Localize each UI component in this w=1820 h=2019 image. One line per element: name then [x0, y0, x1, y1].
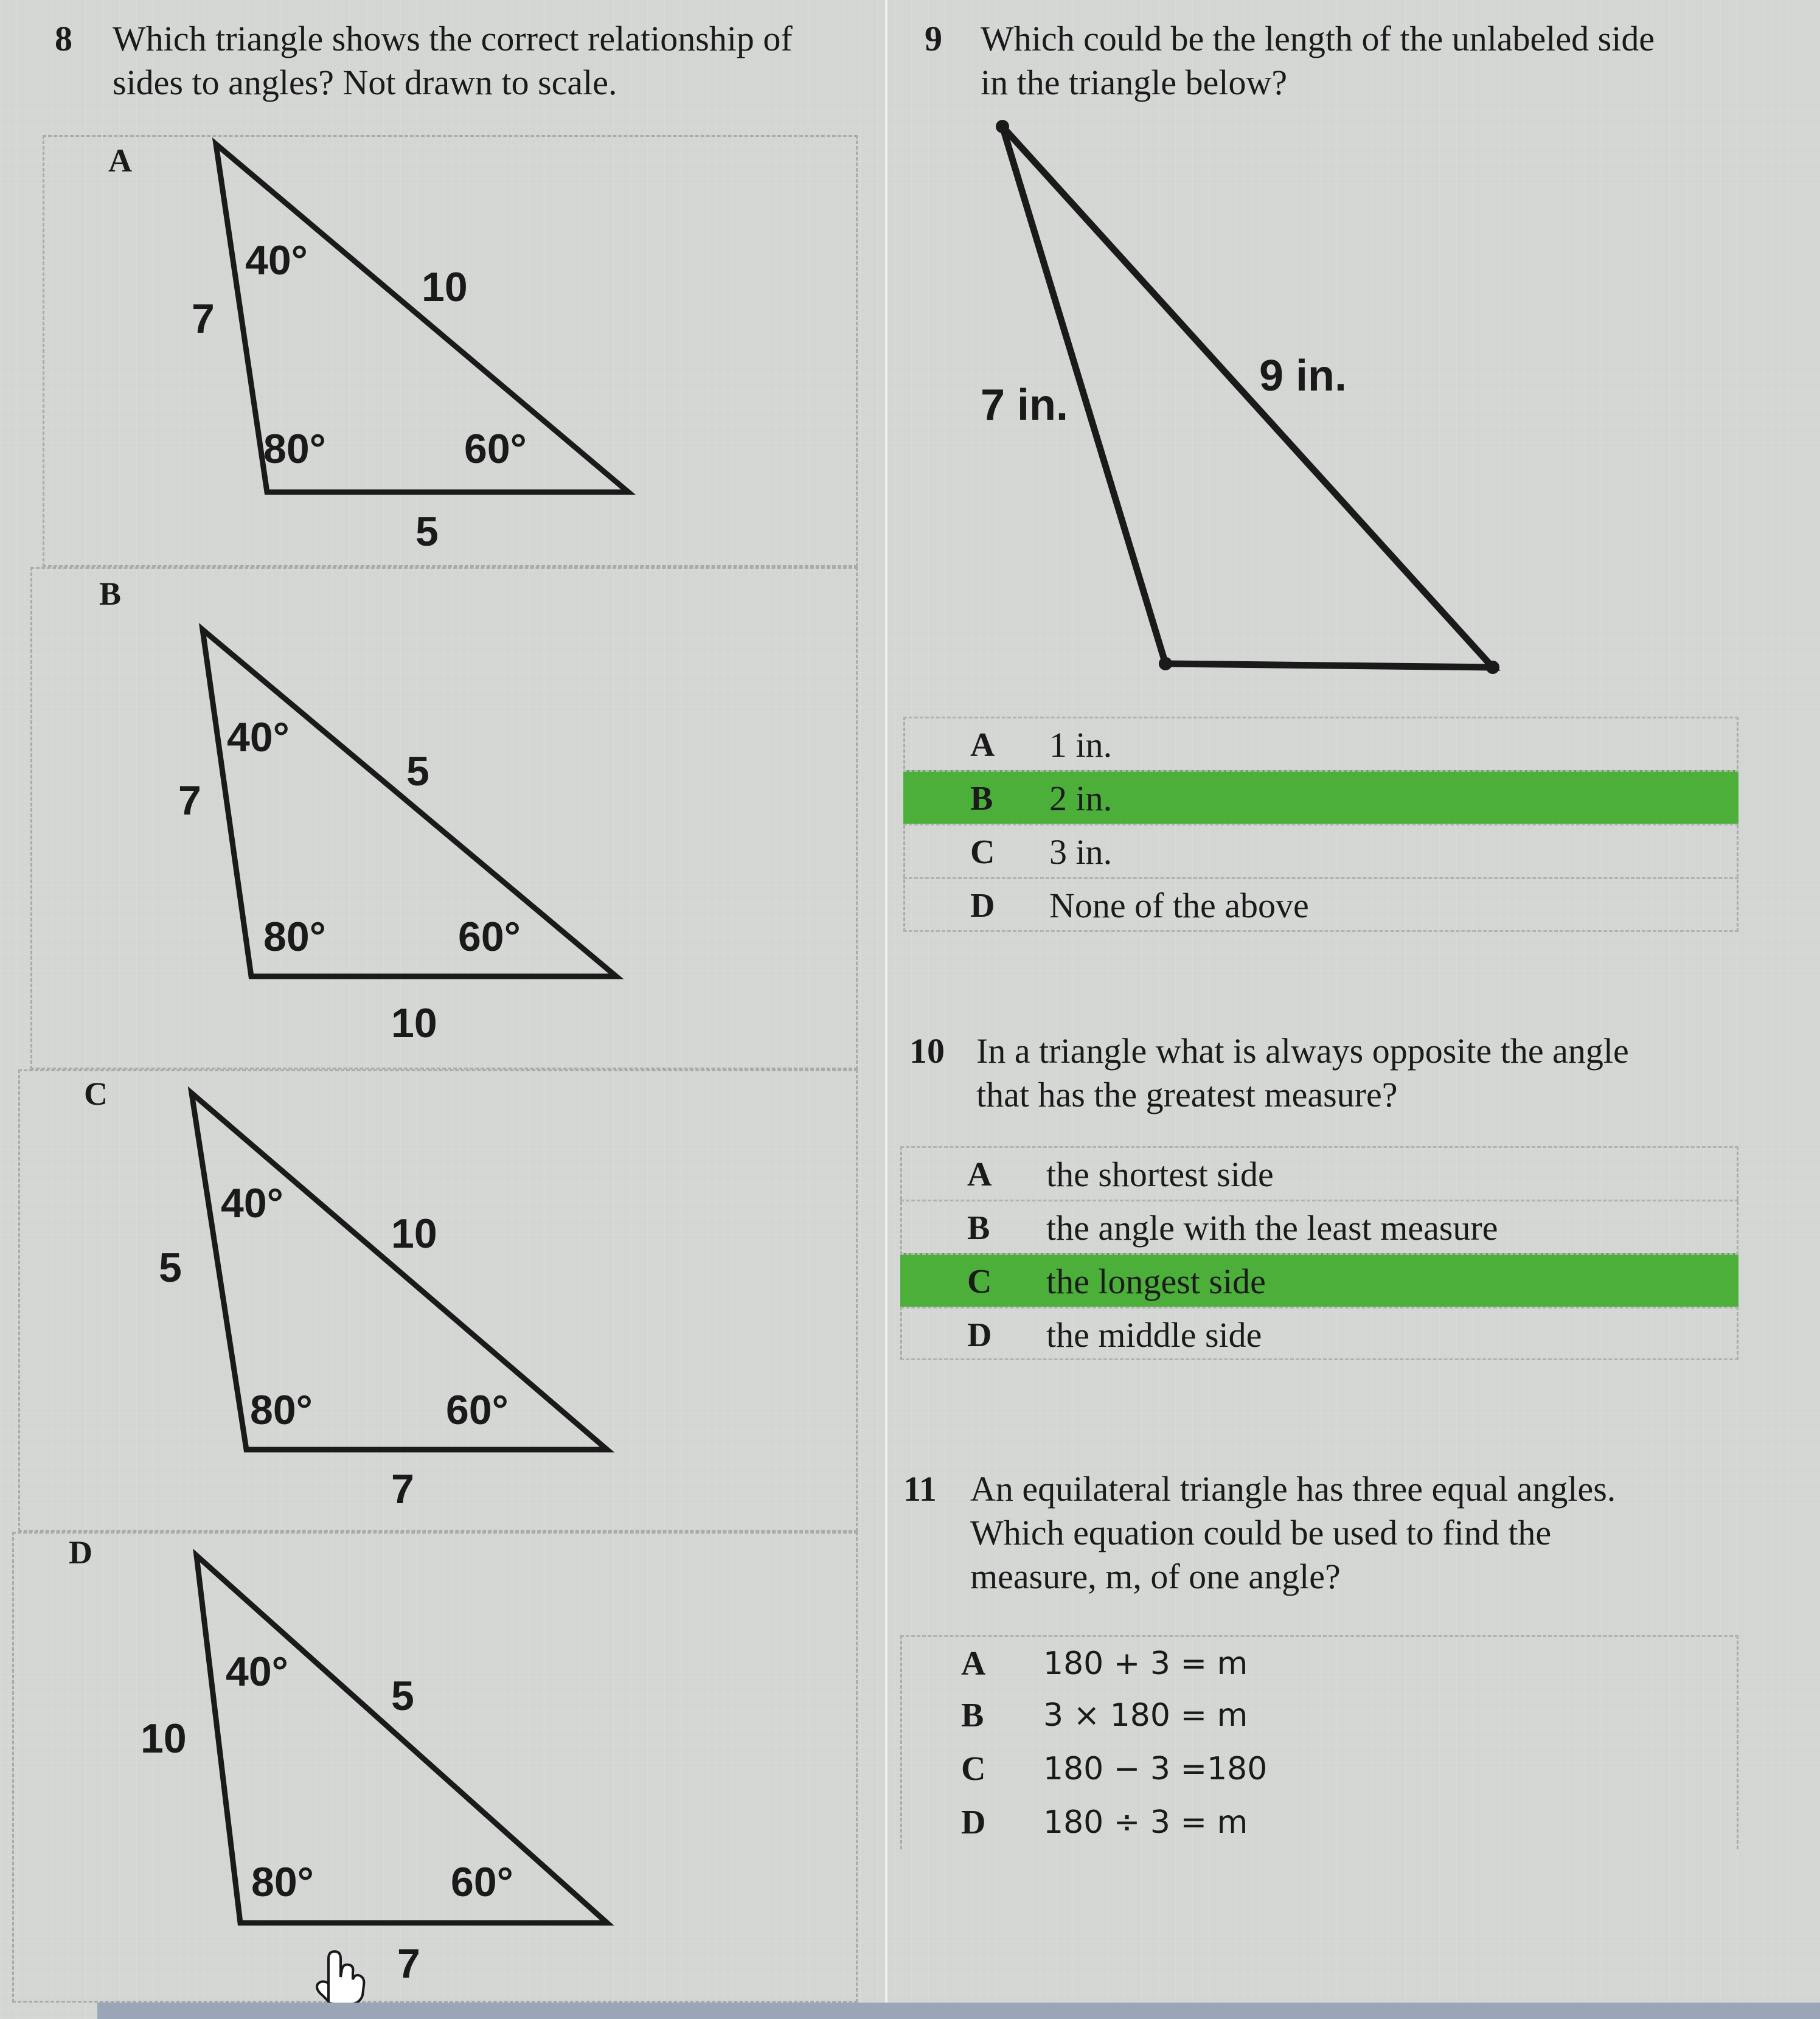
- option-text: 180 ÷ 3 = m: [1043, 1804, 1248, 1841]
- triangle-d-angle-top: 40°: [226, 1649, 288, 1695]
- q11-question: [970, 1467, 1810, 1599]
- triangle-a-angle-br: 60°: [464, 426, 527, 472]
- q11-option-a[interactable]: [900, 1635, 1738, 1689]
- triangle-b-side-left: 7: [178, 777, 201, 824]
- option-letter: A: [961, 1645, 986, 1683]
- triangle-d-side-hyp: 5: [391, 1673, 414, 1719]
- q10-option-d[interactable]: [900, 1307, 1738, 1360]
- option-letter: A: [108, 142, 132, 179]
- triangle-b-side-hyp: 5: [406, 748, 429, 794]
- q9-number: 9: [925, 19, 942, 58]
- q10-option-a[interactable]: [900, 1146, 1738, 1200]
- option-letter: A: [970, 726, 995, 764]
- q9-option-b[interactable]: [903, 770, 1738, 824]
- q11-option-c[interactable]: [900, 1742, 1738, 1796]
- option-text: 1 in.: [1049, 725, 1113, 765]
- q11-question-line1: An equilateral triangle has three equal angles.: [970, 1469, 1616, 1509]
- q8-option-c[interactable]: [18, 1069, 858, 1532]
- triangle-c-figure: [20, 1071, 856, 1530]
- triangle-a-side-bottom: 5: [415, 509, 439, 555]
- q11-question-line2: Which equation could be used to find the: [970, 1513, 1552, 1552]
- option-letter: C: [84, 1076, 108, 1112]
- option-letter: A: [967, 1156, 992, 1194]
- q9-question-line2: in the triangle below?: [981, 63, 1288, 102]
- q9-option-a[interactable]: [903, 717, 1738, 770]
- option-letter: B: [99, 575, 122, 612]
- option-letter: C: [967, 1263, 992, 1301]
- option-text: 2 in.: [1049, 779, 1113, 818]
- triangle-c-side-left: 5: [159, 1245, 182, 1291]
- triangle-b-angle-bl: 80°: [263, 914, 326, 960]
- q10-option-c[interactable]: [900, 1253, 1738, 1307]
- option-letter: C: [970, 833, 995, 871]
- triangle-a-angle-bl: 80°: [263, 426, 326, 472]
- triangle-a-side-left: 7: [192, 296, 215, 342]
- q9-side-left: 7 in.: [981, 381, 1069, 429]
- triangle-b-side-bottom: 10: [391, 1000, 437, 1046]
- hand-cursor-icon: [304, 1934, 371, 2007]
- q8-option-a[interactable]: [43, 135, 858, 567]
- triangle-b-angle-top: 40°: [227, 714, 290, 760]
- triangle-d-figure: [14, 1534, 856, 2001]
- option-letter: C: [961, 1750, 986, 1788]
- option-text: the longest side: [1046, 1262, 1266, 1301]
- q11-option-d[interactable]: [900, 1796, 1738, 1849]
- triangle-b-angle-br: 60°: [458, 914, 521, 960]
- q8-option-b[interactable]: [30, 567, 858, 1069]
- q10-number: 10: [909, 1031, 945, 1071]
- triangle-a-figure: [44, 137, 856, 565]
- option-text: the shortest side: [1046, 1155, 1274, 1194]
- bottom-taskbar-edge: [97, 2003, 1820, 2019]
- q9-question-line1: Which could be the length of the unlabeled side: [981, 19, 1655, 58]
- option-letter: D: [69, 1534, 92, 1571]
- q9-vertex-bl: [1159, 657, 1172, 670]
- triangle-c-side-bottom: 7: [391, 1466, 414, 1512]
- q9-option-c[interactable]: [903, 824, 1738, 877]
- option-text: None of the above: [1049, 886, 1309, 925]
- triangle-c-angle-br: 60°: [446, 1387, 509, 1433]
- q9-triangle-shape: [1002, 127, 1493, 667]
- option-letter: B: [967, 1209, 990, 1247]
- option-text: the middle side: [1046, 1315, 1262, 1355]
- q10-question-line1: In a triangle what is always opposite the angle: [976, 1031, 1629, 1071]
- triangle-d-angle-bl: 80°: [251, 1859, 314, 1905]
- q10-option-b[interactable]: [900, 1200, 1738, 1253]
- q11-question-line3: measure, m, of one angle?: [970, 1557, 1341, 1596]
- q10-question: [976, 1029, 1810, 1117]
- q9-option-d[interactable]: [903, 877, 1738, 931]
- q11-number: 11: [903, 1469, 937, 1509]
- option-text: 3 in.: [1049, 832, 1113, 872]
- option-letter: B: [970, 780, 993, 818]
- triangle-d-side-left: 10: [141, 1715, 187, 1762]
- q11-option-b[interactable]: [900, 1689, 1738, 1742]
- q10-question-line2: that has the greatest measure?: [976, 1075, 1398, 1114]
- q8-number: 8: [55, 19, 72, 58]
- q9-vertex-br: [1486, 661, 1499, 674]
- q8-option-d[interactable]: [12, 1532, 858, 2003]
- q8-question-line2: sides to angles? Not drawn to scale.: [113, 63, 617, 102]
- option-text: the angle with the least measure: [1046, 1208, 1498, 1248]
- option-text: 180 − 3 =180: [1043, 1751, 1268, 1787]
- triangle-c-side-hyp: 10: [391, 1211, 437, 1257]
- triangle-c-angle-top: 40°: [221, 1180, 283, 1226]
- q9-triangle-figure: [949, 109, 1557, 681]
- option-text: 180 + 3 = m: [1043, 1645, 1248, 1682]
- option-text: 3 × 180 = m: [1043, 1697, 1248, 1734]
- q8-question-line1: Which triangle shows the correct relationship of: [113, 19, 793, 58]
- triangle-c-angle-bl: 80°: [250, 1387, 313, 1433]
- triangle-d-side-bottom: 7: [397, 1941, 420, 1987]
- option-letter: D: [967, 1316, 992, 1354]
- triangle-b-figure: [32, 569, 856, 1068]
- column-divider: [885, 0, 887, 2019]
- q9-side-right: 9 in.: [1259, 352, 1347, 400]
- q8-question: [113, 17, 867, 105]
- option-letter: D: [961, 1804, 986, 1841]
- triangle-a-side-hyp: 10: [422, 264, 468, 310]
- option-letter: D: [970, 887, 995, 925]
- triangle-a-angle-top: 40°: [245, 237, 308, 283]
- q9-vertex-top: [996, 120, 1009, 133]
- option-letter: B: [961, 1697, 984, 1734]
- triangle-d-angle-br: 60°: [451, 1859, 513, 1905]
- q9-question: [981, 17, 1796, 105]
